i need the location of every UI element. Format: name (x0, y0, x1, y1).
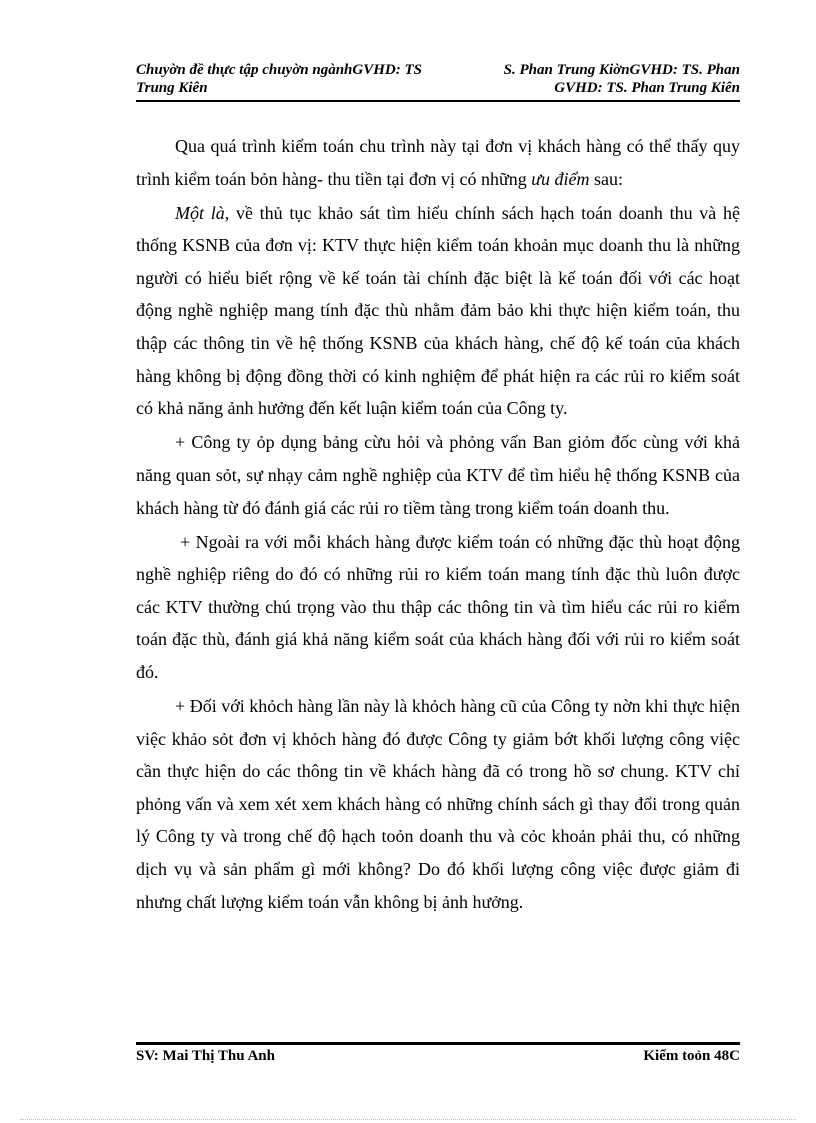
header-line2-left: Trung Kiên (136, 80, 208, 96)
paragraph-2-text: , về thủ tục khảo sát tìm hiểu chính sách hạch toán doanh thu và hệ thống KSNB của đơn vị: KTV thực hiện kiểm toán khoản mục doanh thu là những người có hiểu biết rộng về kế toán tài chính đặc biệt là kế toán đối với các hoạt động nghề nghiệp mang tính đặc thù nhằm đảm bảo khi thực hiện kiểm toán, thu thập các thông tin về hệ thống KSNB của khách hàng, chế độ kế toán của khách hàng không bị động đồng thời có kinh nghiệm để phát hiện ra các rủi ro kiểm soát có khả năng ảnh hưởng đến kết luận kiểm toán của Công ty. (136, 202, 741, 419)
header-line2-right: GVHD: TS. Phan Trung Kiên (554, 80, 740, 96)
header-line-1 (136, 61, 740, 79)
header-line1-left: Chuyờn đề thực tập chuyờn ngànhGVHD: TS (136, 62, 422, 78)
paragraph-1-emphasis: ưu điểm (531, 168, 590, 189)
paragraph-5: + Đối với khỏch hàng lần này là khỏch hàng cũ của Công ty nờn khi thực hiện việc khảo sỏt đơn vị khỏch hàng đó được Công ty giảm bớt khối lượng công việc cần thực hiện do các thông tin về khách hàng đã có trong hồ sơ chung. KTV chỉ phỏng vấn và xem xét xem khách hàng có những chính sách gì thay đổi trong quản lý Công ty và trong chế độ hạch toỏn doanh thu và cỏc khoản phải thu, có những dịch vụ và sản phẩm gì mới không? Do đó khối lượng công việc được giảm đi nhưng chất lượng kiểm toán vẫn không bị ảnh hưởng. (136, 696, 740, 912)
paragraph-1 (136, 130, 740, 195)
paragraph-2-lead: Một là (175, 202, 225, 223)
running-header (136, 61, 740, 97)
header-line-2 (136, 79, 740, 97)
header-divider (136, 100, 740, 102)
header-line1-right: S. Phan Trung KiờnGVHD: TS. Phan (503, 62, 740, 78)
running-footer (136, 1048, 740, 1065)
footer-divider (136, 1042, 740, 1045)
document-body (136, 130, 740, 920)
footer-student: SV: Mai Thị Thu Anh (136, 1048, 275, 1064)
paragraph-3: + Công ty ỏp dụng bảng cừu hỏi và phỏng vấn Ban giỏm đốc cùng với khả năng quan sỏt, sự nhạy cảm nghề nghiệp của KTV để tìm hiểu hệ thống KSNB của khách hàng từ đó đánh giá các rủi ro tiềm tàng trong kiểm toán doanh thu. (136, 432, 740, 518)
page-bottom-edge (20, 1119, 796, 1120)
paragraph-1-text: Qua quá trình kiểm toán chu trình này tại đơn vị khách hàng có thể thấy quy trình kiểm toán bỏn hàng- thu tiền tại đơn vị có những (136, 136, 740, 189)
paragraph-2 (136, 197, 740, 425)
paragraph-4: + Ngoài ra với mỗi khách hàng được kiểm toán có những đặc thù hoạt động nghề nghiệp riêng do đó có những rủi ro kiểm toán mang tính đặc thù luôn được các KTV thường chú trọng vào thu thập các thông tin và tìm hiểu các rủi ro kiểm toán đặc thù, đánh giá khả năng kiểm soát của khách hàng đối với rủi ro kiểm soát đó. (136, 531, 740, 682)
paragraph-1-tail: sau: (589, 168, 624, 189)
footer-class: Kiểm toỏn 48C (643, 1048, 740, 1064)
